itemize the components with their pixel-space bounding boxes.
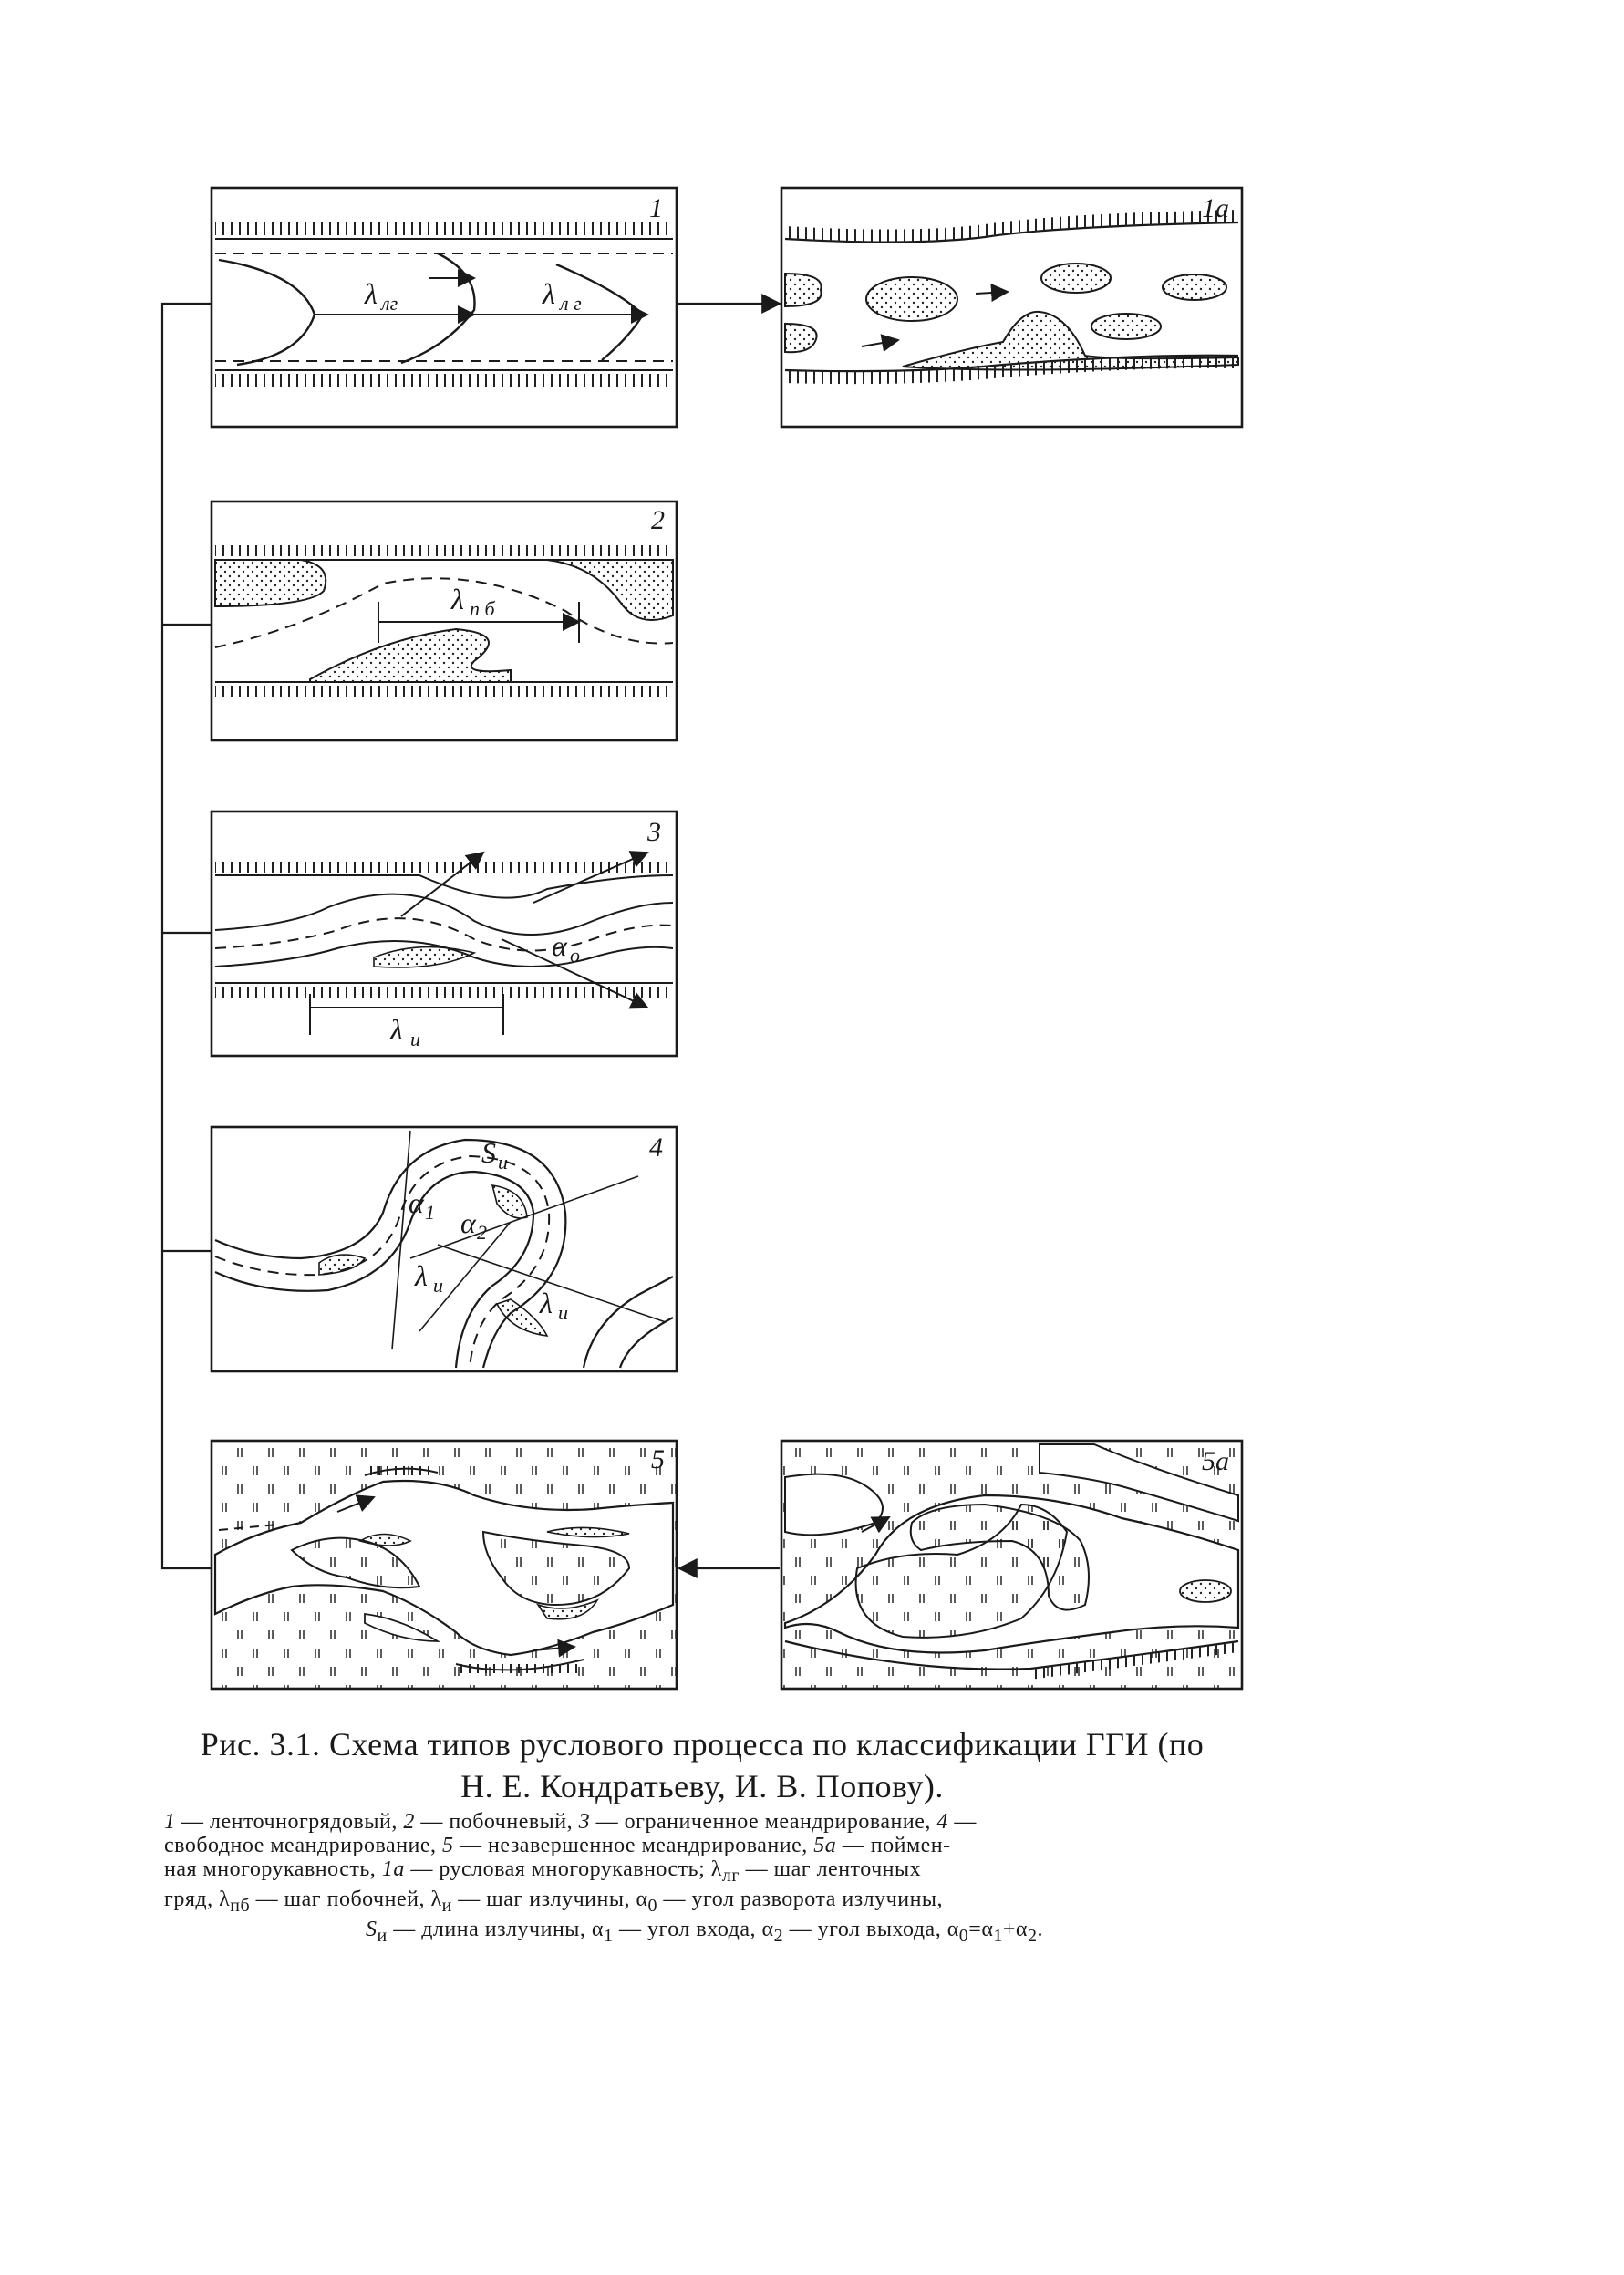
legend-text: ная многорукавность,	[164, 1857, 382, 1881]
legend-text: — шаг побочней, λ	[250, 1887, 442, 1911]
legend-subscript: 2	[1028, 1925, 1038, 1946]
legend-text: — незавершенное меандрирование,	[453, 1834, 814, 1857]
caption-line-2: Н. Е. Кондратьеву, И. В. Попову).	[460, 1768, 944, 1804]
legend-term: 4	[936, 1810, 948, 1834]
panel-label: 5	[651, 1444, 665, 1474]
panel-label: 1	[649, 193, 663, 223]
legend-text: — угол разворота излучины,	[657, 1887, 944, 1911]
legend-term: 5а	[813, 1834, 837, 1857]
legend-term: 1а	[381, 1857, 405, 1881]
lambda-symbol: λ	[543, 277, 555, 310]
alpha-subscript: o	[570, 944, 580, 967]
legend-text: гряд, λ	[164, 1887, 231, 1911]
legend-subscript: лг	[721, 1865, 740, 1886]
meander-length-subscript: и	[498, 1151, 508, 1174]
legend-line	[164, 1887, 1245, 1918]
legend-text: — шаг излучины, α	[451, 1887, 648, 1911]
legend-text: свободное меандрирование,	[164, 1834, 443, 1857]
alpha-symbol: α	[552, 929, 567, 962]
lambda-symbol: λ	[365, 277, 378, 310]
legend-term: S	[366, 1917, 378, 1941]
panel-4	[212, 1127, 677, 1371]
panel-label: 1a	[1202, 193, 1229, 223]
legend-term: 2	[403, 1810, 415, 1834]
lambda-subscript: и	[433, 1274, 443, 1297]
panel-5a	[781, 1441, 1242, 1689]
legend-subscript: пб	[230, 1895, 251, 1916]
legend-text: — шаг ленточных	[740, 1857, 922, 1881]
legend-term: 1	[164, 1810, 176, 1834]
alpha-subscript: 2	[477, 1221, 487, 1244]
panel-label: 4	[649, 1132, 663, 1163]
legend-subscript: и	[441, 1895, 452, 1916]
legend-text: =α	[968, 1917, 994, 1941]
legend-text: — угол входа, α	[613, 1917, 774, 1941]
legend-subscript: 1	[993, 1925, 1003, 1946]
legend-subscript: и	[377, 1925, 388, 1946]
legend-subscript: 1	[604, 1925, 614, 1946]
legend-text: +α	[1002, 1917, 1028, 1941]
lambda-subscript: и	[558, 1301, 568, 1324]
caption-line-1: Рис. 3.1. Схема типов руслового процесса по классификации ГГИ (по	[200, 1726, 1205, 1763]
legend-line	[164, 1834, 1245, 1857]
alpha-symbol: α	[409, 1186, 424, 1219]
legend-text: — ленточногрядовый,	[175, 1810, 404, 1834]
panel-1	[212, 188, 677, 427]
alpha-subscript: 1	[425, 1201, 435, 1224]
panel-1a	[781, 188, 1242, 427]
panel-2	[212, 502, 677, 740]
lambda-subscript: и	[410, 1028, 420, 1050]
legend-text: — побочневый,	[414, 1810, 579, 1834]
panel-3	[212, 812, 677, 1056]
lambda-symbol: λ	[415, 1259, 428, 1292]
alpha-symbol: α	[460, 1206, 476, 1239]
legend-subscript: 0	[958, 1925, 969, 1946]
lambda-subscript: лг	[381, 292, 398, 315]
legend-text: — длина излучины, α	[387, 1917, 604, 1941]
legend-text: — угол выхода, α	[783, 1917, 959, 1941]
legend-subscript: 2	[773, 1925, 784, 1946]
panel-label: 2	[651, 505, 665, 535]
legend-term: 5	[442, 1834, 454, 1857]
figure-legend	[164, 1810, 1245, 1947]
lambda-symbol: λ	[390, 1013, 403, 1046]
lambda-subscript: л г	[560, 292, 582, 315]
lambda-subscript: п б	[470, 597, 495, 620]
legend-term: 3	[578, 1810, 591, 1834]
legend-line	[164, 1857, 1245, 1887]
panel-label: 3	[647, 817, 661, 847]
panel-label: 5a	[1202, 1446, 1229, 1476]
legend-line	[164, 1810, 1245, 1834]
meander-length-symbol: S	[481, 1136, 496, 1169]
legend-text: — русловая многорукавность; λ	[404, 1857, 722, 1881]
panel-5	[212, 1441, 677, 1689]
legend-text: —	[947, 1810, 977, 1834]
legend-line	[164, 1918, 1245, 1948]
legend-text: .	[1037, 1917, 1043, 1941]
legend-subscript: 0	[647, 1895, 658, 1916]
lambda-symbol: λ	[540, 1287, 553, 1319]
lambda-symbol: λ	[451, 583, 464, 615]
figure-caption	[155, 1723, 1249, 1807]
legend-text: — поймен-	[836, 1834, 951, 1857]
legend-text: — ограниченное меандрирование,	[590, 1810, 937, 1834]
